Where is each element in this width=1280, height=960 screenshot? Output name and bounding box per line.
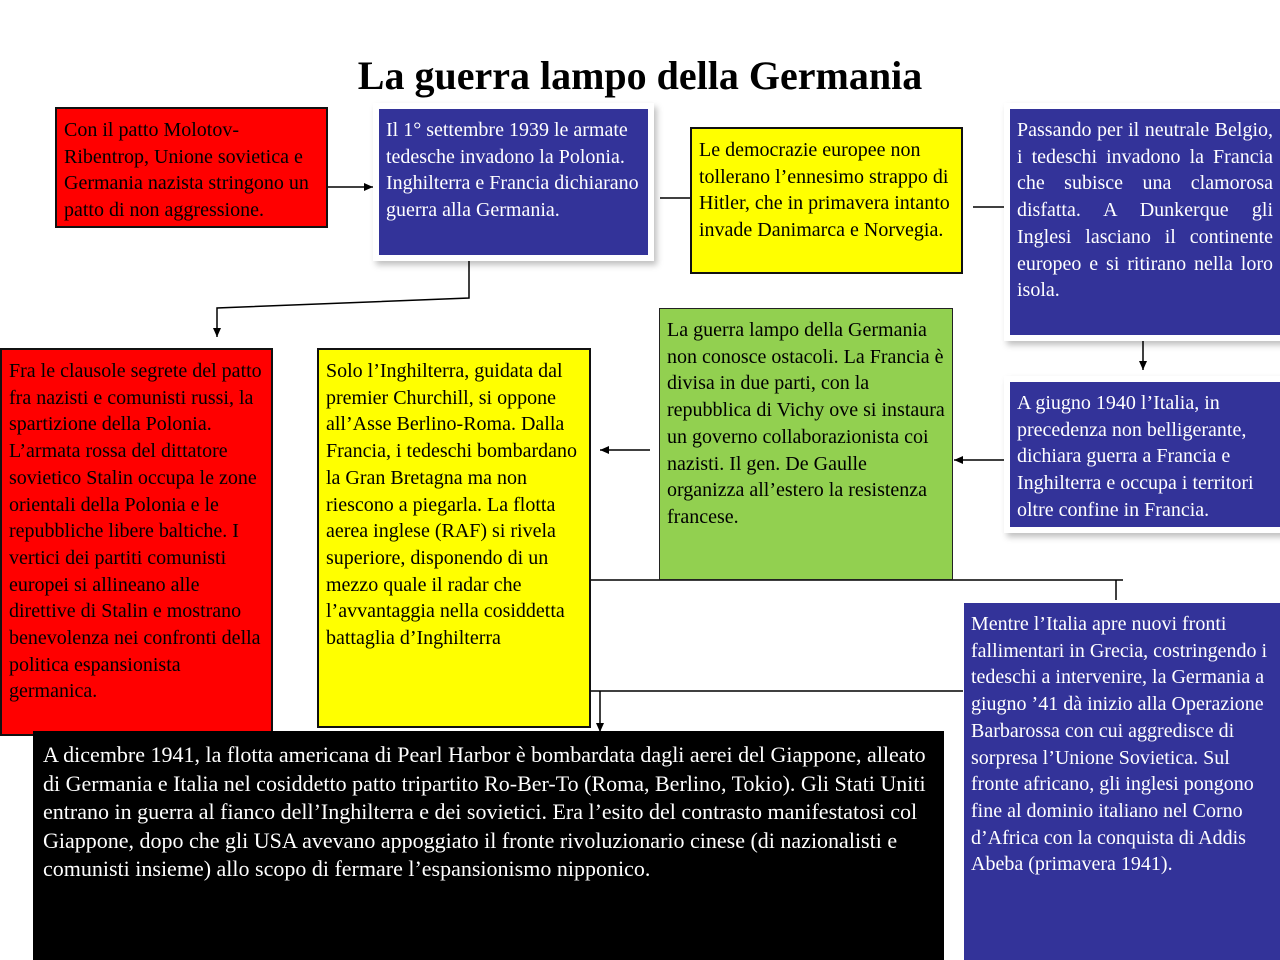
box-italia-giugno-1940: A giugno 1940 l’Italia, in precedenza non belligerante, dichiara guerra a Francia e Inghilterra e occupa i territori oltre confine in Francia. — [1010, 382, 1280, 527]
box-democrazie-europee: Le democrazie europee non tollerano l’ennesimo strappo di Hitler, che in primavera intanto invade Danimarca e Norvegia. — [690, 127, 963, 274]
box-francia-vichy: La guerra lampo della Germania non conosce ostacoli. La Francia è divisa in due parti, con la repubblica di Vichy ove si instaura un governo collaborazionista coi nazisti. Il gen. De Gaulle organizza all’estero la resistenza francese. — [659, 308, 953, 580]
page-title: La guerra lampo della Germania — [357, 53, 923, 98]
box-operazione-barbarossa: Mentre l’Italia apre nuovi fronti fallimentari in Grecia, costringendo i tedeschi a intervenire, la Germania a giugno ’41 dà inizio alla Operazione Barbarossa con cui aggredisce di sorpresa l’Unione Sovietica. Sul fronte africano, gli inglesi pongono fine al dominio italiano nel Corno d’Africa con la conquista di Addis Abeba (primavera 1941). — [964, 603, 1280, 960]
box-clausole-segrete: Fra le clausole segrete del patto fra nazisti e comunisti russi, la spartizione della Polonia. L’armata rossa del dittatore sovietico Stalin occupa le zone orientali della Polonia e le repubbliche libere baltiche. I vertici dei partiti comunisti europei si allineano alle direttive di Stalin e mostrano benevolenza nei confronti della politica espansionista germanica. — [0, 348, 273, 736]
arrow-1939-to-clausole — [217, 258, 469, 337]
box-battaglia-inghilterra: Solo l’Inghilterra, guidata dal premier Churchill, si oppone all’Asse Berlino-Roma. Dalla Francia, i tedeschi bombardano la Gran Bretagna ma non riescono a piegarla. La flotta aerea inglese (RAF) si rivela superiore, disponendo di un mezzo quale il radar che l’avvantaggia nella cosiddetta battaglia d’Inghilterra — [317, 348, 591, 728]
box-invasione-polonia: Il 1° settembre 1939 le armate tedesche invadono la Polonia. Inghilterra e Francia dichiarano guerra alla Germania. — [379, 109, 648, 255]
box-molotov-ribentrop: Con il patto Molotov-Ribentrop, Unione sovietica e Germania nazista stringono un patto di non aggressione. — [55, 107, 328, 228]
box-belgio-dunkerque: Passando per il neutrale Belgio, i tedeschi invadono la Francia che subisce una clamorosa disfatta. A Dunkerque gli Inglesi lasciano il continente europeo e si ritirano nella loro isola. — [1010, 109, 1280, 335]
box-pearl-harbor: A dicembre 1941, la flotta americana di Pearl Harbor è bombardata dagli aerei del Giappone, alleato di Germania e Italia nel cosiddetto patto tripartito Ro-Ber-To (Roma, Berlino, Tokio). Gli Stati Uniti entrano in guerra al fianco dell’Inghilterra e dei sovietici. Era l’esito del contrasto manifestatosi col Giappone, dopo che gli USA avevano appoggiato il fronte rivoluzionario cinese (di nazionalisti e comunisti insieme) allo scopo di fermare l’espansionismo nipponico. — [33, 731, 944, 960]
